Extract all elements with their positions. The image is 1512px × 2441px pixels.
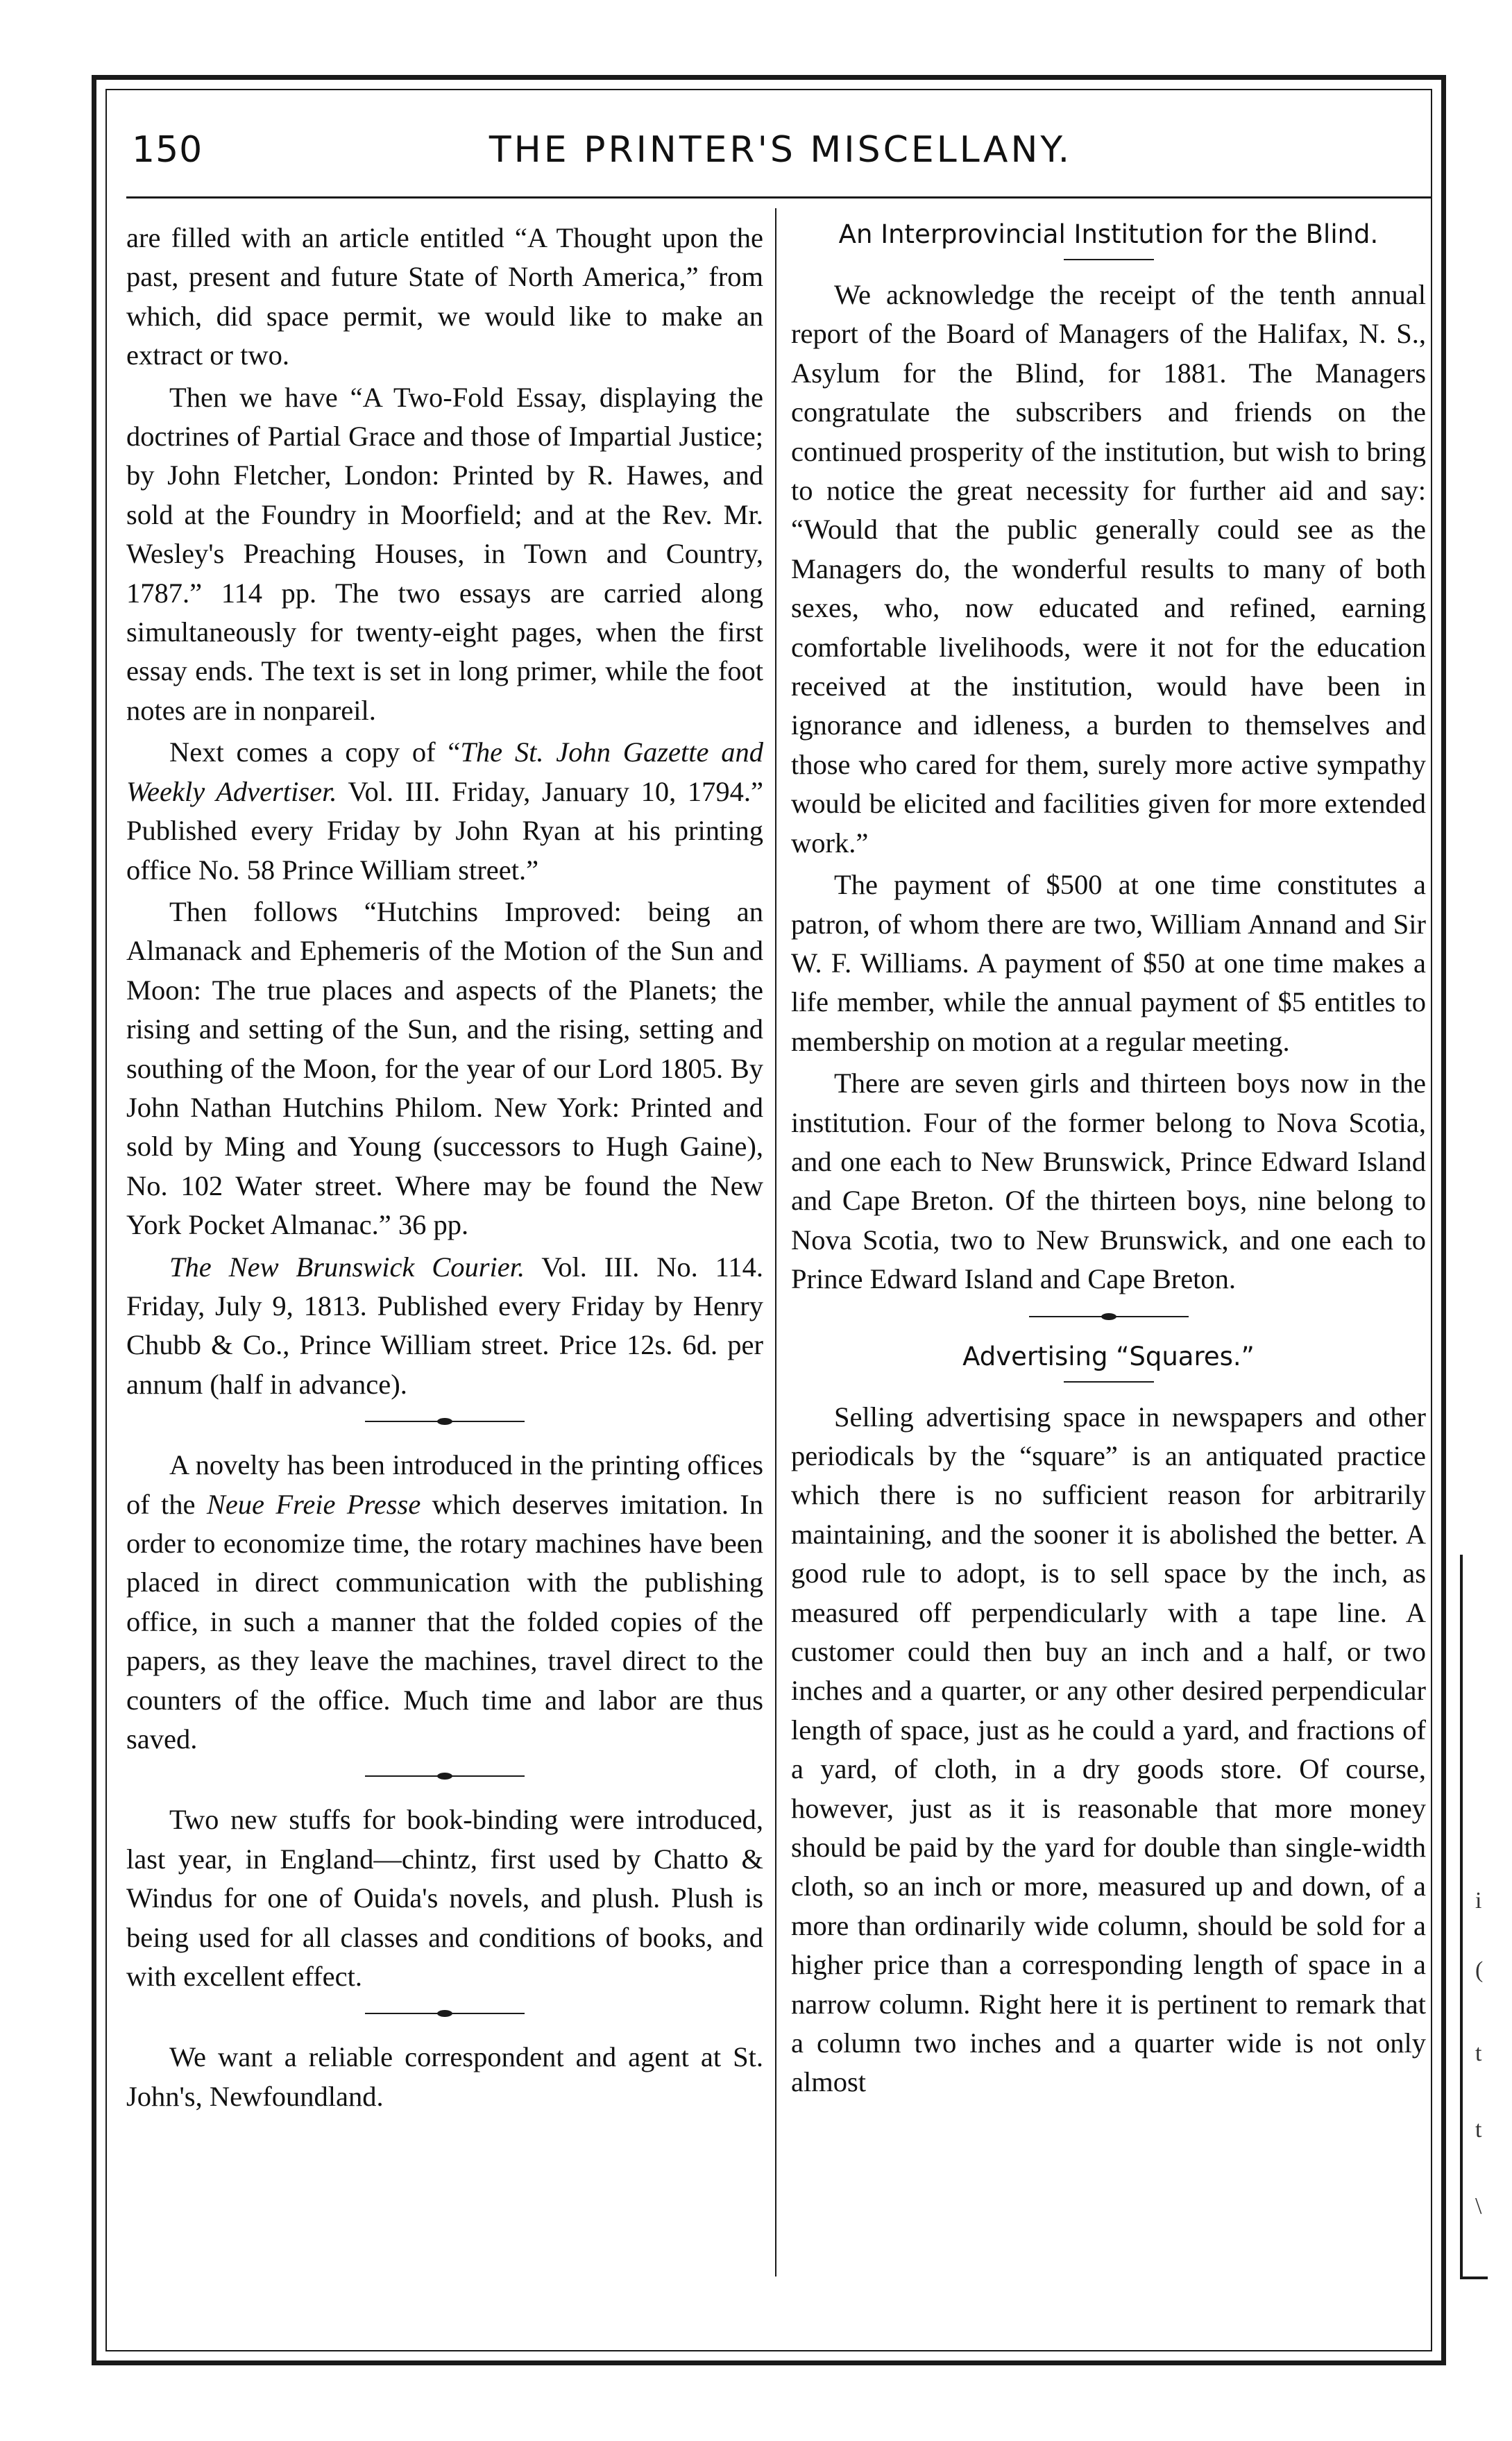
left-column — [126, 219, 763, 2119]
paragraph: The payment of $500 at one time constitutes a patron, of whom there are two, William Annand and Sir W. F. Williams. A payment of $50 at one time makes a life member, while the annual payment of $5 entitles to membership on motion at a regular meeting. — [791, 869, 1426, 1057]
page-number: 150 — [132, 129, 203, 171]
header-rule — [126, 196, 1431, 199]
text-run: Vol. III. No. 114. Friday, July 9, 1813. Published every Friday by Henry Chubb & Co., Prince William street. Price 12s. 6d. per annum (half in advance). — [126, 1251, 763, 1400]
paragraph: Two new stuffs for book-binding were introduced, last year, in England—chintz, first used by Chatto & Windus for one of Ouida's novels, and plush. Plush is being used for all classes and conditions of books, and with excellent effect. — [126, 1804, 763, 1993]
heading-rule — [1064, 259, 1154, 260]
edge-bar — [1460, 1555, 1463, 2277]
paragraph: Selling advertising space in newspapers and other periodicals by the “square” is an antiquated practice which there is no sufficient reason for arbitrarily maintaining, and the sooner it is abolished the better. A good rule to adopt, is to sell space by the inch, as measured off perpendicularly with a tape line. A customer could then buy an inch and a half, or two inches and a quarter, or any other desired perpendicular length of space, just as he could a yard, and fractions of a yard, of cloth, in a dry goods store. Of course, however, just as it is reasonable that more money should be paid by the yard for double than single-width cloth, so an inch or more, measured up and down, of a more than ordinarily wide column, should be sold for a higher price than a corresponding length of space in a narrow column. Right here it is pertinent to remark that a column two inches and a quarter wide is not only almost — [791, 1401, 1426, 2098]
section-separator — [365, 2009, 525, 2018]
text-run: Vol. III. Friday, January 10, 1794.” Published every Friday by John Ryan at his printing office No. 58 Prince William street.” — [126, 775, 763, 886]
italic-title: The New Brunswick Courier. — [169, 1251, 525, 1283]
paragraph — [126, 1446, 763, 1759]
section-separator — [1029, 1312, 1189, 1321]
paragraph — [126, 733, 763, 890]
text-run: A novelty has been introduced in the printing offices of the — [126, 1449, 763, 1520]
running-head: THE PRINTER'S MISCELLANY. — [489, 129, 1073, 171]
edge-char: i — [1475, 1888, 1482, 1914]
article-heading: Advertising “Squares.” — [962, 1341, 1255, 1371]
right-column — [791, 219, 1426, 2105]
paragraph: There are seven girls and thirteen boys now in the institution. Four of the former belong to Nova Scotia, and one each to New Brunswick, Prince Edward Island and Cape Breton. Of the thirteen boys, nine belong to Nova Scotia, two to New Brunswick, and one each to Prince Edward Island and Cape Breton. — [791, 1067, 1426, 1295]
italic-title: Neue Freie Presse — [206, 1488, 421, 1520]
paragraph — [126, 1248, 763, 1405]
section-separator — [365, 1771, 525, 1781]
text-run: which deserves imitation. In order to economize time, the rotary machines have been placed in direct communication with the publishing office, in such a manner that the folded copies of the papers, as they leave the machines, travel direct to the counters of the office. Much time and labor are thus saved. — [126, 1488, 763, 1755]
edge-char: \ — [1475, 2193, 1482, 2219]
edge-char: t — [1475, 2041, 1482, 2066]
edge-foot — [1460, 2277, 1488, 2279]
paragraph: Then we have “A Two-Fold Essay, displaying the doctrines of Partial Grace and those of Impartial Justice; by John Fletcher, London: Printed by R. Hawes, and sold at the Foundry in Moorfield; and at the Rev. Mr. Wesley's Preaching Houses, in Town and Country, 1787.” 114 pp. The two essays are carried along simultaneously for twenty-eight pages, when the first essay ends. The text is set in long primer, while the foot notes are in nonpareil. — [126, 381, 763, 726]
article-heading: An Interprovincial Institution for the Blind. — [838, 219, 1379, 249]
column-rule — [775, 208, 776, 2277]
heading-rule — [1064, 1381, 1154, 1383]
text-run: Next comes a copy of “ — [169, 736, 461, 768]
paragraph: Then follows “Hutchins Improved: being an Almanack and Ephemeris of the Motion of the Sun and Moon: The true places and aspects of the Planets; the rising and setting of the Sun, and the rising, setting and southing of the Moon, for the year of our Lord 1805. By John Nathan Hutchins Philom. New York: Printed and sold by Ming and Young (successors to Hugh Gaine), No. 102 Water street. Where may be found the New York Pocket Almanac.” 36 pp. — [126, 895, 763, 1241]
bleed-through-marks — [1452, 1555, 1500, 2318]
paragraph: We want a reliable correspondent and agent at St. John's, Newfoundland. — [126, 2041, 763, 2112]
edge-char: ( — [1475, 1957, 1484, 1983]
page-header — [132, 125, 1429, 187]
edge-char: t — [1475, 2117, 1482, 2143]
paragraph: are filled with an article entitled “A Thought upon the past, present and future State of North America,” from which, did space permit, we would like to make an extract or two. — [126, 222, 763, 371]
paragraph: We acknowledge the receipt of the tenth annual report of the Board of Managers of the Halifax, N. S., Asylum for the Blind, for 1881. The Managers congratulate the subscribers and friends on the continued prosperity of the institution, but wish to bring to notice the great necessity for further aid and say: “Would that the public generally could see as the Managers do, the wonderful results to many of both sexes, who, now educated and refined, earning comfortable livelihoods, were it not for the education received at the institution, would have been in ignorance and idleness, a burden to themselves and those who cared for them, surely more active sympathy would be elicited and facilities given for more extended work.” — [791, 279, 1426, 859]
section-separator — [365, 1417, 525, 1426]
italic-title: The St. John Gazette and Weekly Advertiser. — [126, 736, 763, 807]
